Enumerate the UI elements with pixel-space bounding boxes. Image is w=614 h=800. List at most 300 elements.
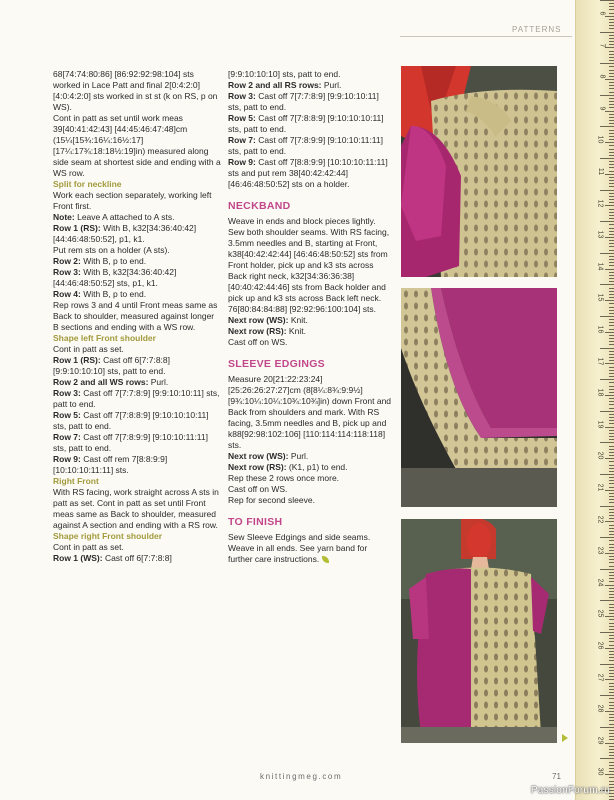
ruler-tick	[609, 477, 614, 478]
srf-row-7: Row 7: Cast off 7[7:8:9:9] [9:10:10:11:11] sts, patt to end.	[228, 135, 383, 156]
row-3: Row 3: With B, k32[34:36:40:42] [44:46:48:50:52] sts, p1, k1.	[53, 267, 177, 288]
ruler-tick	[609, 619, 614, 620]
split-paragraph: Work each section separately, working left Front first.	[53, 190, 212, 211]
ruler-tick	[609, 88, 614, 89]
ruler-tick	[609, 414, 614, 415]
srf-row-1: Row 1 (WS): Cast off 6[7:7:8:8]	[53, 553, 172, 563]
ruler-tick	[609, 581, 614, 582]
ruler-tick	[609, 635, 614, 636]
ruler-tick	[600, 727, 614, 728]
ruler-tick	[609, 228, 614, 229]
ruler-tick	[609, 325, 614, 326]
ruler-tick	[609, 313, 614, 314]
ruler-tick	[609, 518, 614, 519]
ruler-tick	[609, 104, 614, 105]
ruler-tick	[609, 123, 614, 124]
ruler-tick	[609, 51, 614, 52]
ruler-number: 18	[596, 388, 604, 397]
ruler-tick	[609, 202, 614, 203]
ruler-tick	[609, 645, 614, 646]
ruler-tick	[609, 686, 614, 687]
ruler-tick	[609, 692, 614, 693]
ruler-tick	[609, 199, 614, 200]
ruler-tick	[609, 452, 614, 453]
ruler-tick	[609, 155, 614, 156]
ruler-tick	[609, 660, 614, 661]
ruler-tick	[609, 212, 614, 213]
ruler-tick	[609, 281, 614, 282]
ruler-tick	[609, 373, 614, 374]
ruler-tick	[605, 521, 614, 522]
ruler-tick	[609, 392, 614, 393]
slf-cont: Cont in patt as set.	[53, 344, 124, 354]
ruler-tick	[609, 218, 614, 219]
ruler-tick	[609, 534, 614, 535]
ruler-tick	[609, 471, 614, 472]
ruler-tick	[609, 499, 614, 500]
ruler-tick	[609, 344, 614, 345]
ruler-tick	[609, 101, 614, 102]
ruler-tick	[609, 256, 614, 257]
ruler-tick	[605, 237, 614, 238]
ruler-tick	[605, 458, 614, 459]
ruler-tick	[605, 205, 614, 206]
ruler-tick	[609, 152, 614, 153]
sl-next-row-rs: Next row (RS): (K1, p1) to end.	[228, 462, 348, 472]
ruler-tick	[609, 623, 614, 624]
ruler-tick	[609, 433, 614, 434]
ruler-tick	[609, 404, 614, 405]
ruler-tick	[609, 638, 614, 639]
ruler-tick	[609, 525, 614, 526]
ruler-number: 6	[598, 11, 606, 16]
ruler-number: 10	[596, 135, 604, 144]
ruler-number: 19	[596, 420, 604, 429]
ruler-tick	[600, 253, 614, 254]
ruler-tick	[600, 284, 614, 285]
ruler-tick	[609, 626, 614, 627]
ruler-tick	[600, 32, 614, 33]
ruler-tick	[609, 196, 614, 197]
shape-left-front-heading: Shape left Front shoulder	[53, 333, 156, 343]
ruler-tick	[609, 357, 614, 358]
ruler-tick	[609, 613, 614, 614]
ruler-tick	[609, 278, 614, 279]
ruler-tick	[609, 733, 614, 734]
ruler-tick	[609, 44, 614, 45]
ruler-tick	[605, 711, 614, 712]
ruler-tick	[609, 6, 614, 7]
ruler-tick	[609, 22, 614, 23]
ruler-tick	[609, 777, 614, 778]
photo-back-view	[401, 519, 557, 743]
ruler-tick	[605, 79, 614, 80]
ruler-tick	[609, 92, 614, 93]
ruler-tick	[609, 19, 614, 20]
ruler-tick	[600, 758, 614, 759]
ruler-tick	[609, 139, 614, 140]
ruler-tick	[609, 136, 614, 137]
ruler-tick	[609, 398, 614, 399]
ruler-tick	[609, 234, 614, 235]
ruler-tick	[609, 262, 614, 263]
ruler-tick	[609, 544, 614, 545]
note-paragraph: Note: Leave A attached to A sts.	[53, 212, 175, 222]
split-neckline-heading: Split for neckline	[53, 179, 122, 189]
ruler-tick	[609, 401, 614, 402]
ruler-tick	[609, 149, 614, 150]
ruler-number: 26	[596, 641, 604, 650]
ruler-tick	[605, 332, 614, 333]
ruler-tick	[609, 439, 614, 440]
ruler-tick	[609, 765, 614, 766]
ruler-tick	[609, 250, 614, 251]
srf-row-3: Row 3: Cast off 7[7:7:8:9] [9:9:10:10:11] sts, patt to end.	[228, 91, 379, 112]
ruler-number: 20	[596, 451, 604, 460]
ruler-tick	[609, 120, 614, 121]
ruler-tick	[609, 265, 614, 266]
sl-rep: Rep these 2 rows once more.	[228, 473, 340, 483]
ruler-tick	[609, 746, 614, 747]
ruler-tick	[609, 9, 614, 10]
ruler-number: 8	[598, 74, 606, 79]
srf-row-5: Row 5: Cast off 7[7:8:8:9] [9:10:10:10:11] sts, patt to end.	[228, 113, 384, 134]
ruler-tick	[609, 468, 614, 469]
ruler-tick	[609, 408, 614, 409]
slf-row-1: Row 1 (RS): Cast off 6[7:7:8:8] [9:9:10:10:10] sts, patt to end.	[53, 355, 171, 376]
ruler-tick	[609, 259, 614, 260]
ruler-tick	[609, 556, 614, 557]
ruler-tick	[609, 98, 614, 99]
ruler-tick	[609, 670, 614, 671]
slf-row-3: Row 3: Cast off 7[7:7:8:9] [9:9:10:10:11] sts, patt to end.	[53, 388, 220, 409]
ruler-tick	[605, 490, 614, 491]
ruler-tick	[609, 114, 614, 115]
row-4: Row 4: With B, p to end.	[53, 289, 147, 299]
ruler-tick	[609, 288, 614, 289]
ruler-tick	[609, 215, 614, 216]
ruler-tick	[609, 303, 614, 304]
ruler-tick	[609, 180, 614, 181]
ruler-tick	[609, 796, 614, 797]
ruler-tick	[609, 386, 614, 387]
nb-next-row-rs: Next row (RS): Knit.	[228, 326, 306, 336]
ruler-tick	[605, 427, 614, 428]
srf-row-2: Row 2 and all RS rows: Purl.	[228, 80, 342, 90]
ruler-tick	[609, 610, 614, 611]
ruler-tick	[605, 395, 614, 396]
ruler-tick	[609, 771, 614, 772]
ruler-tick	[609, 717, 614, 718]
ruler-tick	[609, 319, 614, 320]
ruler-number: 16	[596, 325, 604, 334]
sl-rep-second: Rep for second sleeve.	[228, 495, 315, 505]
ruler-tick	[609, 417, 614, 418]
ruler-tick	[609, 341, 614, 342]
ruler-number: 11	[596, 167, 604, 176]
ruler-tick	[600, 695, 614, 696]
nb-castoff: Cast off on WS.	[228, 337, 288, 347]
ruler-tick	[605, 553, 614, 554]
measuring-tape	[575, 0, 614, 800]
ruler-tick	[605, 269, 614, 270]
ruler-tick	[609, 480, 614, 481]
ruler-tick	[609, 698, 614, 699]
ruler-tick	[600, 474, 614, 475]
ruler-tick	[609, 781, 614, 782]
cont-paragraph: Cont in patt as set until work meas 39[40:41:42:43] [44:45:46:47:48]cm (15¼[15¾:16¼:16½:17] [17¼:17¾:18:18½:19]in) measured along side seam at shortest side and ending with a WS row.	[53, 113, 221, 178]
photo-shoulder	[401, 66, 557, 277]
ruler-tick	[605, 47, 614, 48]
ruler-tick	[609, 496, 614, 497]
ruler-tick	[605, 363, 614, 364]
ruler-tick	[609, 749, 614, 750]
watermark: PassionForum.ru	[530, 785, 610, 796]
ruler-tick	[609, 591, 614, 592]
ruler-tick	[609, 483, 614, 484]
to-finish-heading: TO FINISH	[228, 516, 283, 528]
ruler-tick	[605, 111, 614, 112]
ruler-tick	[609, 540, 614, 541]
ruler-tick	[609, 430, 614, 431]
ruler-tick	[609, 322, 614, 323]
ruler-tick	[609, 133, 614, 134]
ruler-tick	[600, 442, 614, 443]
slf-row-7: Row 7: Cast off 7[7:8:9:9] [9:10:10:11:11] sts, patt to end.	[53, 432, 208, 453]
ruler-tick	[609, 493, 614, 494]
ruler-tick	[609, 641, 614, 642]
ruler-tick	[609, 161, 614, 162]
ruler-tick	[609, 768, 614, 769]
next-page-arrow-icon	[562, 734, 568, 742]
ruler-tick	[609, 310, 614, 311]
row-2: Row 2: With B, p to end.	[53, 256, 147, 266]
ruler-tick	[609, 461, 614, 462]
ruler-tick	[605, 300, 614, 301]
ruler-tick	[609, 145, 614, 146]
ruler-tick	[609, 720, 614, 721]
ruler-tick	[609, 572, 614, 573]
ruler-tick	[605, 585, 614, 586]
ruler-number: 14	[596, 262, 604, 271]
ruler-tick	[600, 316, 614, 317]
ruler-tick	[609, 240, 614, 241]
ruler-tick	[609, 755, 614, 756]
ruler-tick	[609, 559, 614, 560]
ruler-number: 17	[596, 357, 604, 365]
ruler-tick	[600, 537, 614, 538]
ruler-tick	[609, 307, 614, 308]
ruler-tick	[609, 164, 614, 165]
ruler-tick	[609, 566, 614, 567]
ruler-tick	[600, 158, 614, 159]
ruler-tick	[609, 35, 614, 36]
ruler-number: 25	[596, 609, 604, 618]
ruler-tick	[609, 487, 614, 488]
ruler-tick	[609, 512, 614, 513]
ruler-tick	[609, 654, 614, 655]
ruler-tick	[609, 41, 614, 42]
ruler-tick	[605, 616, 614, 617]
ruler-tick	[600, 411, 614, 412]
ruler-tick	[605, 142, 614, 143]
ruler-tick	[609, 25, 614, 26]
ruler-tick	[605, 16, 614, 17]
right-front-heading: Right Front	[53, 476, 99, 486]
finish-paragraph: Sew Sleeve Edgings and side seams. Weave in all ends. See yarn band for further care instructions.	[228, 532, 371, 564]
neckband-heading: NECKBAND	[228, 200, 291, 212]
ruler-tick	[609, 54, 614, 55]
ruler-tick	[609, 465, 614, 466]
ruler-tick	[600, 0, 614, 1]
ruler-tick	[609, 436, 614, 437]
intro-paragraph: 68[74:74:80:86] [86:92:92:98:104] sts worked in Lace Patt and final 2[0:4:2:0] [4:0:4:2:0] sts worked in st st (k on RS, p on WS).	[53, 69, 218, 112]
ruler-tick	[600, 126, 614, 127]
ruler-number: 13	[596, 230, 604, 239]
ruler-tick	[600, 600, 614, 601]
ruler-tick	[609, 683, 614, 684]
ruler-tick	[609, 85, 614, 86]
rep-paragraph: Rep rows 3 and 4 until Front meas same as Back to shoulder, measured against longer B sections and ending with a WS row.	[53, 300, 218, 332]
ruler-tick	[609, 604, 614, 605]
ruler-tick	[609, 667, 614, 668]
ruler-tick	[609, 76, 614, 77]
ruler-tick	[609, 3, 614, 4]
ruler-tick	[600, 63, 614, 64]
ruler-tick	[605, 648, 614, 649]
srf-cont: Cont in patt as set.	[53, 542, 124, 552]
text-column-middle	[228, 69, 394, 565]
ruler-tick	[609, 547, 614, 548]
ruler-tick	[609, 528, 614, 529]
ruler-number: 28	[596, 704, 604, 713]
ruler-tick	[609, 702, 614, 703]
slf-row-5: Row 5: Cast off 7[7:8:8:9] [9:10:10:10:11] sts, patt to end.	[53, 410, 209, 431]
slf-row-9: Row 9: Cast off rem 7[8:8:9:9] [10:10:10:11:11] sts.	[53, 454, 168, 475]
sl-next-row-ws: Next row (WS): Purl.	[228, 451, 309, 461]
ruler-tick	[609, 455, 614, 456]
ruler-number: 15	[596, 293, 604, 302]
ruler-tick	[600, 190, 614, 191]
ruler-tick	[609, 167, 614, 168]
ruler-tick	[609, 724, 614, 725]
ruler-tick	[609, 597, 614, 598]
ruler-tick	[609, 705, 614, 706]
ruler-tick	[609, 329, 614, 330]
ruler-tick	[609, 66, 614, 67]
ruler-tick	[609, 389, 614, 390]
ruler-tick	[609, 446, 614, 447]
ruler-tick	[609, 275, 614, 276]
ruler-tick	[609, 209, 614, 210]
ruler-tick	[609, 291, 614, 292]
ruler-tick	[609, 193, 614, 194]
ruler-tick	[609, 38, 614, 39]
end-leaf-icon	[322, 556, 329, 563]
ruler-tick	[609, 60, 614, 61]
ruler-tick	[609, 28, 614, 29]
ruler-tick	[600, 95, 614, 96]
ruler-tick	[605, 774, 614, 775]
ruler-tick	[609, 752, 614, 753]
ruler-number: 7	[598, 43, 606, 48]
sl-castoff: Cast off on WS.	[228, 484, 288, 494]
ruler-tick	[609, 708, 614, 709]
ruler-tick	[609, 739, 614, 740]
ruler-tick	[609, 575, 614, 576]
right-front-paragraph: With RS facing, work straight across A sts in patt as set. Cont in patt as set until Front meas same as Back to shoulder, measured against A section and ending with a RS row.	[53, 487, 219, 530]
ruler-tick	[609, 423, 614, 424]
ruler-tick	[609, 107, 614, 108]
ruler-tick	[609, 351, 614, 352]
ruler-number: 12	[596, 199, 604, 207]
ruler-tick	[609, 736, 614, 737]
footer-website: knittingmeg.com	[260, 772, 343, 781]
ruler-tick	[609, 676, 614, 677]
ruler-tick	[609, 243, 614, 244]
row-1: Row 1 (RS): With B, k32[34:36:40:42] [44:46:48:50:52], p1, k1.	[53, 223, 197, 244]
ruler-tick	[609, 382, 614, 383]
ruler-tick	[609, 224, 614, 225]
slf-row-2: Row 2 and all WS rows: Purl.	[53, 377, 169, 387]
neckband-paragraph: Weave in ends and block pieces lightly. Sew both shoulder seams. With RS facing, 3.5mm needles and B, starting at Front, k38[40:42:42:44] [46:46:48:50:52] sts from Front holder, pick up and k3 sts across Back right neck, k32[34:36:36:38] [40:40:42:44:46] sts from Back holder and pick up and k3 sts across Back left neck. 76[80:84:84:88] [92:92:96:100:104] sts.	[228, 216, 390, 314]
ruler-tick	[609, 177, 614, 178]
ruler-tick	[609, 515, 614, 516]
ruler-tick	[600, 348, 614, 349]
ruler-tick	[600, 664, 614, 665]
ruler-tick	[609, 730, 614, 731]
text-column-left	[53, 69, 221, 564]
ruler-number: 30	[596, 767, 604, 776]
ruler-tick	[609, 651, 614, 652]
ruler-tick	[609, 502, 614, 503]
ruler-tick	[609, 297, 614, 298]
ruler-tick	[609, 629, 614, 630]
put-rem-paragraph: Put rem sts on a holder (A sts).	[53, 245, 170, 255]
ruler-tick	[609, 762, 614, 763]
ruler-tick	[609, 360, 614, 361]
ruler-number: 22	[596, 515, 604, 523]
ruler-tick	[609, 594, 614, 595]
ruler-tick	[609, 367, 614, 368]
shape-right-front-heading: Shape right Front shoulder	[53, 531, 163, 541]
ruler-tick	[609, 183, 614, 184]
srf-continued: [9:9:10:10:10] sts, patt to end.	[228, 69, 341, 79]
ruler-tick	[609, 246, 614, 247]
ruler-tick	[609, 607, 614, 608]
ruler-number: 29	[596, 736, 604, 745]
ruler-tick	[609, 673, 614, 674]
page-number: 71	[552, 772, 561, 781]
ruler-tick	[600, 569, 614, 570]
ruler-tick	[609, 714, 614, 715]
ruler-tick	[609, 82, 614, 83]
ruler-tick	[600, 221, 614, 222]
ruler-tick	[609, 689, 614, 690]
ruler-tick	[600, 632, 614, 633]
ruler-tick	[609, 231, 614, 232]
ruler-tick	[609, 338, 614, 339]
sleeve-edgings-heading: SLEEVE EDGINGS	[228, 358, 325, 370]
ruler-tick	[609, 588, 614, 589]
ruler-tick	[609, 449, 614, 450]
ruler-tick	[600, 506, 614, 507]
srf-row-9: Row 9: Cast off 7[8:8:9:9] [10:10:10:11:11] sts and put rem 38[40:42:42:44] [46:46:48:50:52] sts on a holder.	[228, 157, 388, 189]
ruler-number: 24	[596, 578, 604, 587]
nb-next-row-ws: Next row (WS): Knit.	[228, 315, 308, 325]
ruler-number: 9	[598, 106, 606, 111]
ruler-tick	[609, 562, 614, 563]
